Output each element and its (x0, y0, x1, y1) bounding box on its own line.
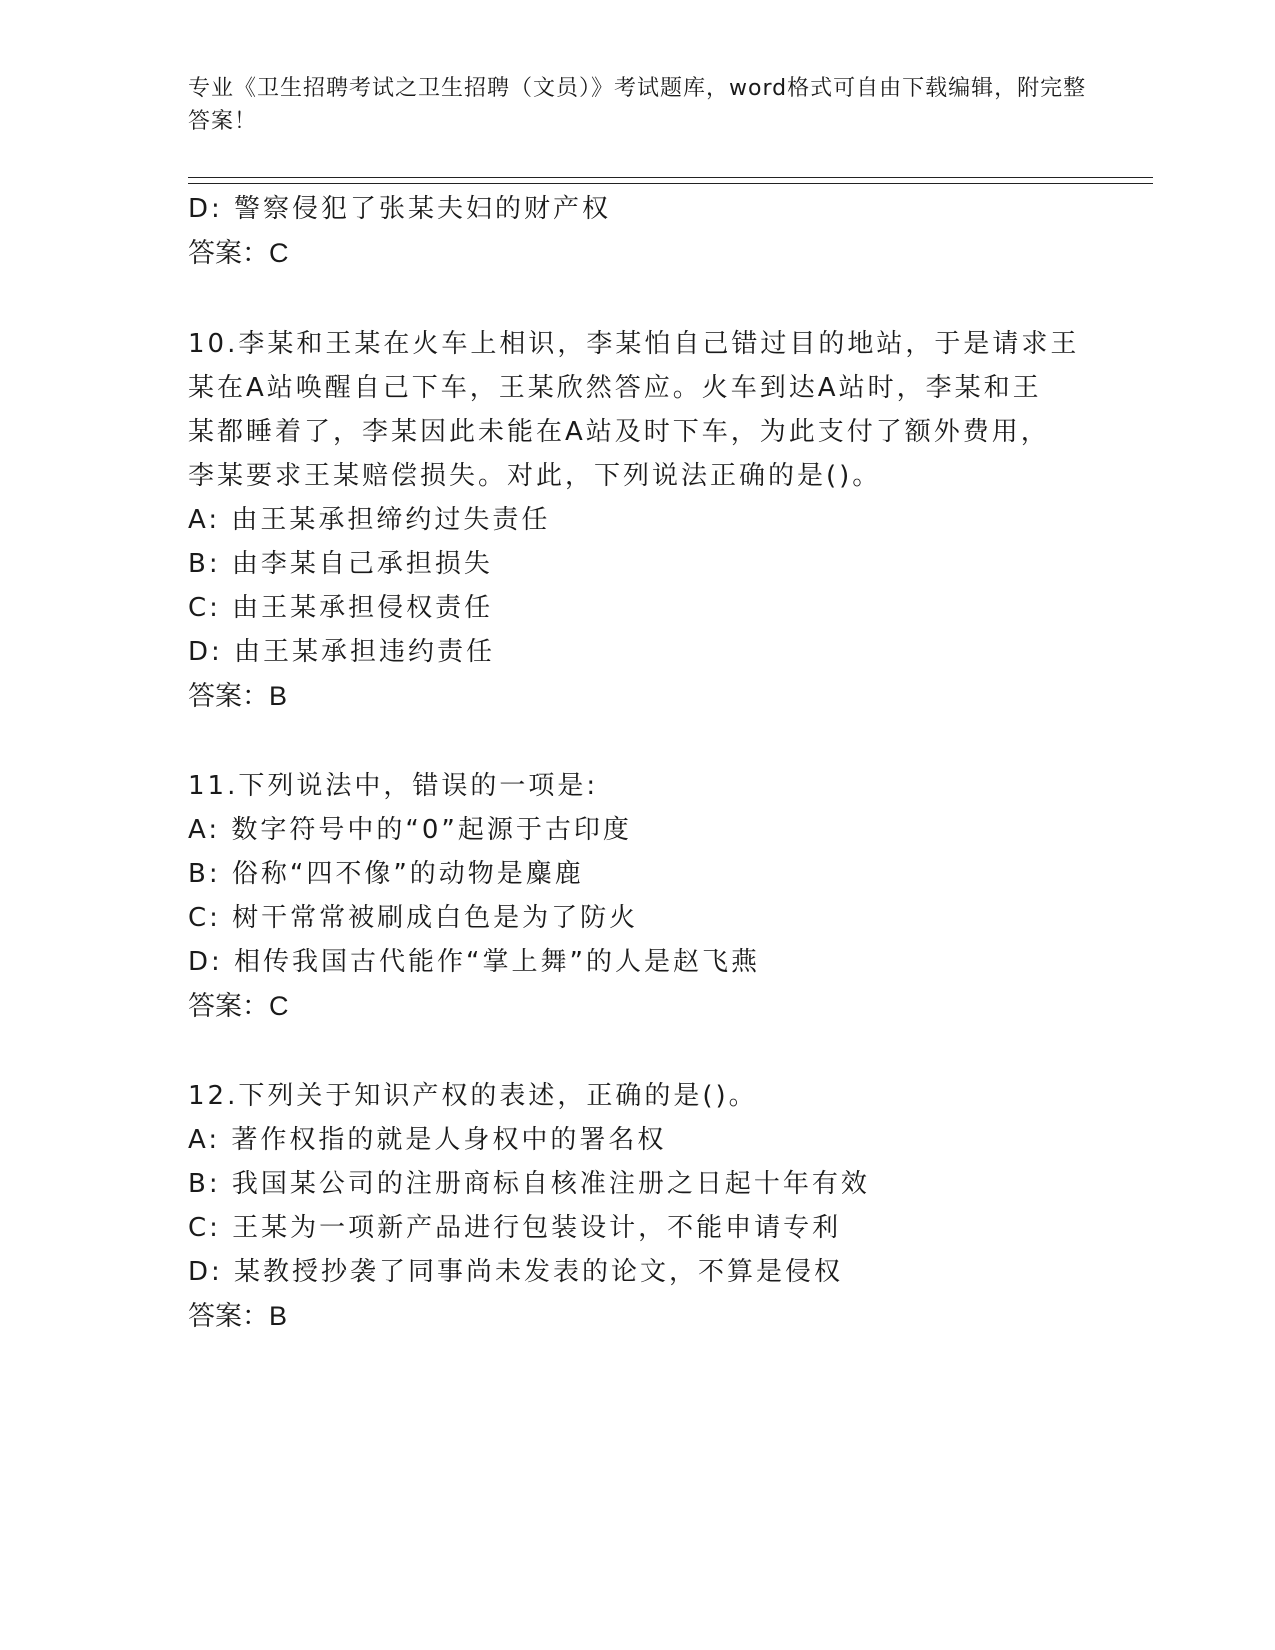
q10-option-c: C: 由王某承担侵权责任 (188, 593, 494, 623)
q12-stem: 12.下列关于知识产权的表述，正确的是()。 (188, 1081, 758, 1111)
q11-option-b: B: 俗称“四不像”的动物是麋鹿 (188, 859, 584, 889)
q10-option-b: B: 由李某自己承担损失 (188, 549, 493, 579)
q10-answer: 答案：B (188, 681, 288, 711)
document-header: 专业《卫生招聘考试之卫生招聘（文员）》考试题库，word格式可自由下载编辑，附完整答案！ (188, 76, 1087, 134)
prev-answer: 答案：C (188, 238, 289, 268)
q10-option-d: D: 由王某承担违约责任 (188, 637, 496, 667)
q10-option-a: A: 由王某承担缔约过失责任 (188, 505, 551, 535)
header-divider-top (188, 177, 1153, 178)
header-divider-bottom (188, 183, 1153, 184)
q12-option-a: A: 著作权指的就是人身权中的署名权 (188, 1125, 667, 1155)
q12-answer: 答案：B (188, 1301, 288, 1331)
q10-stem-line-2: 某在A站唤醒自己下车，王某欣然答应。火车到达A站时，李某和王 (188, 373, 1042, 403)
prev-option-d: D: 警察侵犯了张某夫妇的财产权 (188, 194, 612, 224)
q10-stem-line-4: 李某要求王某赔偿损失。对此，下列说法正确的是()。 (188, 461, 882, 491)
q11-option-a: A: 数字符号中的“0”起源于古印度 (188, 815, 632, 845)
q12-option-c: C: 王某为一项新产品进行包装设计，不能申请专利 (188, 1213, 842, 1243)
q11-answer: 答案：C (188, 991, 289, 1021)
q12-option-d: D: 某教授抄袭了同事尚未发表的论文，不算是侵权 (188, 1257, 844, 1287)
q10-stem-line-1: 10.李某和王某在火车上相识，李某怕自己错过目的地站，于是请求王 (188, 329, 1080, 359)
q11-stem: 11.下列说法中，错误的一项是: (188, 771, 599, 801)
q12-option-b: B: 我国某公司的注册商标自核准注册之日起十年有效 (188, 1169, 870, 1199)
q10-stem-line-3: 某都睡着了，李某因此未能在A站及时下车，为此支付了额外费用， (188, 417, 1050, 447)
q11-option-c: C: 树干常常被刷成白色是为了防火 (188, 903, 639, 933)
q11-option-d: D: 相传我国古代能作“掌上舞”的人是赵飞燕 (188, 947, 760, 977)
